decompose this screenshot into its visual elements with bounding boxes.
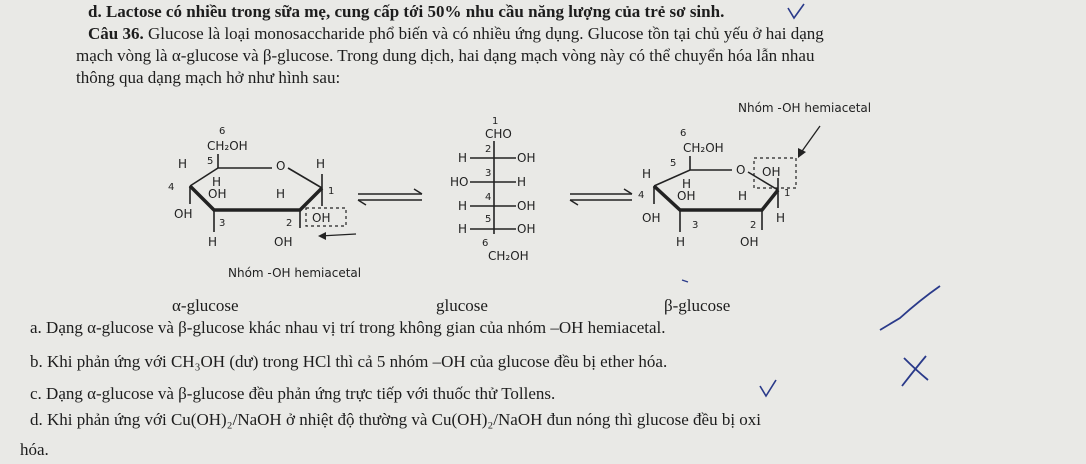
open-r5-left: H xyxy=(458,222,468,236)
beta-h-right: H xyxy=(776,211,786,225)
alpha-ch2oh: CH₂OH xyxy=(207,139,248,153)
statement-b: b. Khi phản ứng với CH₃OH (dư) trong HCl thì cả 5 nhóm –OH của glucose đều bị ether hóa. xyxy=(30,352,668,371)
open-r5-right: OH xyxy=(517,222,536,236)
question-label: Câu 36. xyxy=(88,24,144,43)
beta-h-mid2: H xyxy=(738,189,748,203)
open-c5: 5 xyxy=(485,214,492,225)
question-text-1: Glucose là loại monosaccharide phổ biến và có nhiều ứng dụng. Glucose tồn tại chủ yếu ở hai dạng xyxy=(147,24,824,43)
alpha-h-right: H xyxy=(316,157,326,171)
open-r3-right: H xyxy=(517,175,527,189)
beta-ch2oh: CH₂OH xyxy=(683,141,724,155)
open-c6: 6 xyxy=(482,238,489,249)
question-36-line-3: thông qua dạng mạch hở như hình sau: xyxy=(76,68,341,87)
alpha-oh-bottom: OH xyxy=(274,235,293,249)
cross-mark-b-icon xyxy=(902,356,928,386)
alpha-o: O xyxy=(276,159,286,173)
alpha-c6: 6 xyxy=(219,126,226,137)
open-c2: 2 xyxy=(485,144,492,155)
alpha-c1: 1 xyxy=(328,186,335,197)
statement-a: a. Dạng α-glucose và β-glucose khác nhau vị trí trong không gian của nhóm –OH hemiacetal. xyxy=(30,318,666,337)
alpha-c5: 5 xyxy=(207,156,214,167)
beta-c3: 3 xyxy=(692,220,699,231)
caption-alpha-glucose: α-glucose xyxy=(172,296,239,315)
beta-c4: 4 xyxy=(638,190,645,201)
alpha-h-bottom: H xyxy=(208,235,218,249)
question-36-line-2: mạch vòng là α-glucose và β-glucose. Trong dung dịch, hai dạng mạch vòng này có thể chuyển hóa lẫn nhau xyxy=(76,46,815,65)
statement-d-line-2: hóa. xyxy=(20,440,49,459)
beta-oh-box: OH xyxy=(762,165,781,179)
statement-d-line-1: d. Khi phản ứng với Cu(OH)₂/NaOH ở nhiệt độ thường và Cu(OH)₂/NaOH đun nóng thì glucose đều bị oxi xyxy=(30,410,762,429)
alpha-oh-mid: OH xyxy=(208,187,227,201)
hemiacetal-label-bottom: Nhóm -OH hemiacetal xyxy=(228,266,362,280)
beta-h-bottom: H xyxy=(676,235,686,249)
hemiacetal-label-top: Nhóm -OH hemiacetal xyxy=(738,101,872,115)
check-mark-d-icon xyxy=(788,4,804,18)
alpha-h-mid2: H xyxy=(276,187,286,201)
beta-c1: 1 xyxy=(784,188,791,199)
alpha-h-mid: H xyxy=(212,175,222,189)
open-r3-left: HO xyxy=(450,175,469,189)
open-r4-right: OH xyxy=(517,199,536,213)
beta-oh-bottom: OH xyxy=(740,235,759,249)
beta-o: O xyxy=(736,163,746,177)
alpha-c2: 2 xyxy=(286,218,293,229)
beta-oh-mid: OH xyxy=(677,189,696,203)
open-r2-right: OH xyxy=(517,151,536,165)
beta-c5: 5 xyxy=(670,158,677,169)
beta-c2: 2 xyxy=(750,220,757,231)
open-ch2oh: CH₂OH xyxy=(488,249,529,263)
alpha-c4: 4 xyxy=(168,182,175,193)
alpha-h-left: H xyxy=(178,157,188,171)
caption-beta-glucose: β-glucose xyxy=(664,296,731,315)
beta-c6: 6 xyxy=(680,128,687,139)
caption-glucose: glucose xyxy=(436,296,488,315)
alpha-oh-left: OH xyxy=(174,207,193,221)
statement-d-lactose: d. Lactose có nhiều trong sữa mẹ, cung cấp tới 50% nhu cầu năng lượng của trẻ sơ sinh. xyxy=(88,2,725,21)
check-mark-a-icon xyxy=(880,286,940,330)
statement-c: c. Dạng α-glucose và β-glucose đều phản ứng trực tiếp với thuốc thử Tollens. xyxy=(30,384,556,403)
check-mark-c-icon xyxy=(760,380,776,396)
open-r2-left: H xyxy=(458,151,468,165)
beta-h-mid: H xyxy=(682,177,692,191)
open-c1: 1 xyxy=(492,116,499,127)
tick-small-icon xyxy=(682,280,688,282)
open-cho: CHO xyxy=(485,127,512,141)
alpha-c3: 3 xyxy=(219,218,226,229)
beta-oh-left: OH xyxy=(642,211,661,225)
open-c4: 4 xyxy=(485,192,492,203)
beta-h-left: H xyxy=(642,167,652,181)
alpha-oh-box: OH xyxy=(312,211,331,225)
open-c3: 3 xyxy=(485,168,492,179)
open-r4-left: H xyxy=(458,199,468,213)
